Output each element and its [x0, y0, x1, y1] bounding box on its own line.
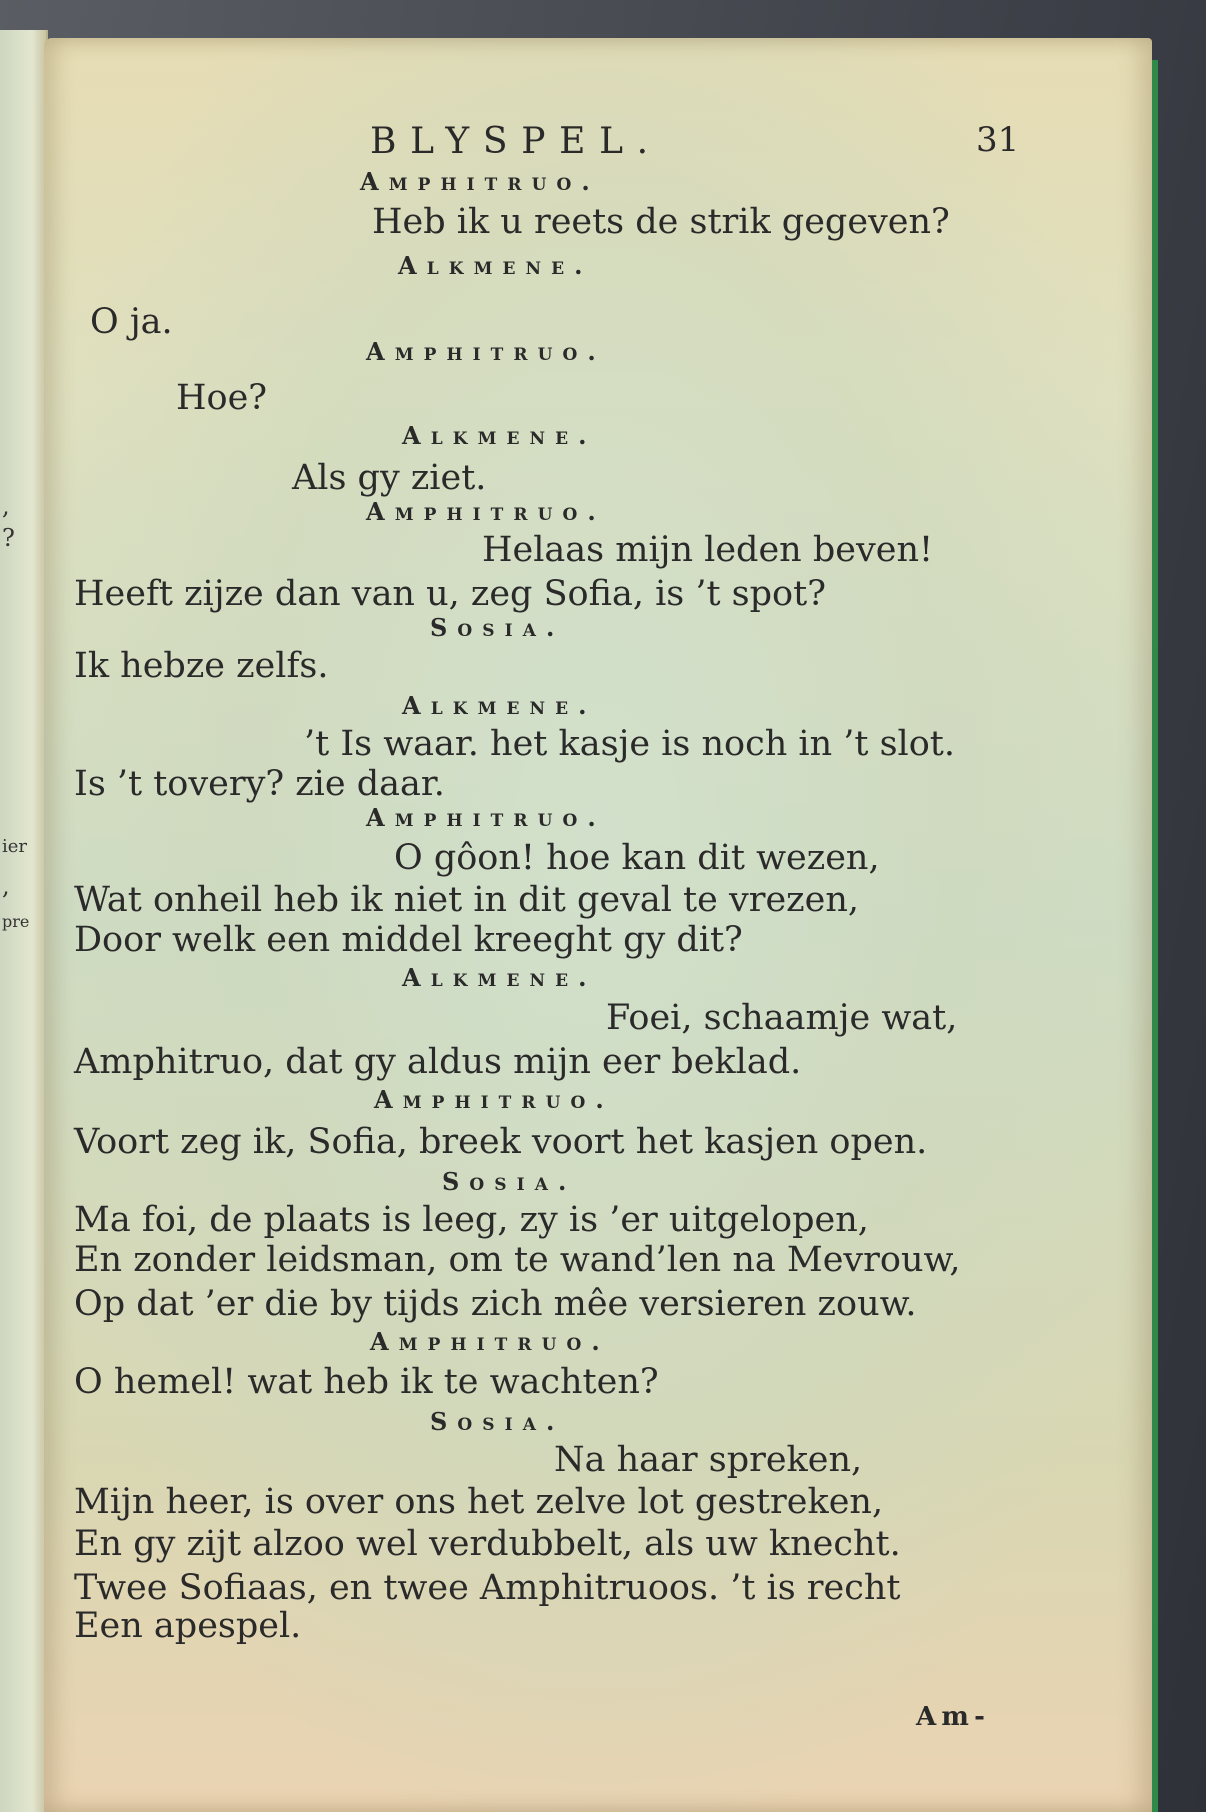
left-fragment: ?: [2, 524, 15, 552]
verse-line: O hemel! wat heb ik te wachten?: [74, 1362, 659, 1402]
speaker-name: Alkmene.: [402, 963, 597, 992]
speaker-name: Amphitruo.: [366, 497, 606, 526]
verse-line: Als gy ziet.: [292, 458, 487, 498]
speaker-name: Sosia.: [442, 1167, 577, 1196]
left-fragment: ier: [2, 836, 28, 857]
verse-line: En gy zijt alzoo wel verdubbelt, als uw knecht.: [74, 1524, 901, 1564]
verse-line: Amphitruo, dat gy aldus mijn eer beklad.: [74, 1042, 802, 1082]
verse-line: Heb ik u reets de strik gegeven?: [372, 202, 950, 242]
verse-line: Ik hebze zelfs.: [74, 646, 329, 686]
verse-line: Twee Sofiaas, en twee Amphitruoos. ’t is recht: [74, 1568, 901, 1608]
left-fragment: pre: [2, 912, 30, 931]
verse-line: Mijn heer, is over ons het zelve lot gestreken,: [74, 1482, 884, 1522]
speaker-name: Amphitruo.: [366, 803, 606, 832]
verse-line: Een apespel.: [74, 1606, 302, 1646]
speaker-name: Alkmene.: [402, 691, 597, 720]
verse-line: Op dat ’er die by tijds zich mêe versieren zouw.: [74, 1284, 917, 1324]
verse-line: Helaas mijn leden beven!: [482, 530, 934, 570]
verse-line: Is ’t tovery? zie daar.: [74, 764, 445, 804]
verse-line: ’t Is waar. het kasje is noch in ’t slot.: [304, 724, 955, 764]
verse-line: Hoe?: [176, 378, 268, 418]
book-page: [44, 38, 1152, 1812]
speaker-name: Amphitruo.: [360, 167, 600, 196]
speaker-name: Amphitruo.: [370, 1327, 610, 1356]
left-page-edge: [0, 30, 48, 1812]
verse-line: Wat onheil heb ik niet in dit geval te vrezen,: [74, 880, 859, 920]
speaker-name: Alkmene.: [398, 251, 593, 280]
speaker-name: Amphitruo.: [366, 337, 606, 366]
catchword: Am-: [916, 1702, 991, 1732]
page-number: 31: [976, 120, 1020, 160]
verse-line: Na haar spreken,: [554, 1440, 863, 1480]
verse-line: Voort zeg ik, Sofia, breek voort het kasjen open.: [74, 1122, 928, 1162]
verse-line: En zonder leidsman, om te wand’len na Mevrouw,: [74, 1240, 961, 1280]
verse-line: O ja.: [90, 302, 173, 342]
verse-line: Door welk een middel kreeght gy dit?: [74, 920, 743, 960]
verse-line: Foei, schaamje wat,: [606, 998, 958, 1038]
left-fragment: ,: [2, 872, 10, 900]
left-fragment: ,: [2, 492, 10, 520]
speaker-name: Alkmene.: [402, 421, 597, 450]
verse-line: Heeft zijze dan van u, zeg Sofia, is ’t spot?: [74, 574, 826, 614]
verse-line: Ma foi, de plaats is leeg, zy is ’er uitgelopen,: [74, 1200, 869, 1240]
running-head: BLYSPEL.: [370, 121, 662, 162]
verse-line: O gôon! hoe kan dit wezen,: [394, 838, 880, 878]
speaker-name: Amphitruo.: [374, 1085, 614, 1114]
speaker-name: Sosia.: [430, 613, 565, 642]
speaker-name: Sosia.: [430, 1407, 565, 1436]
